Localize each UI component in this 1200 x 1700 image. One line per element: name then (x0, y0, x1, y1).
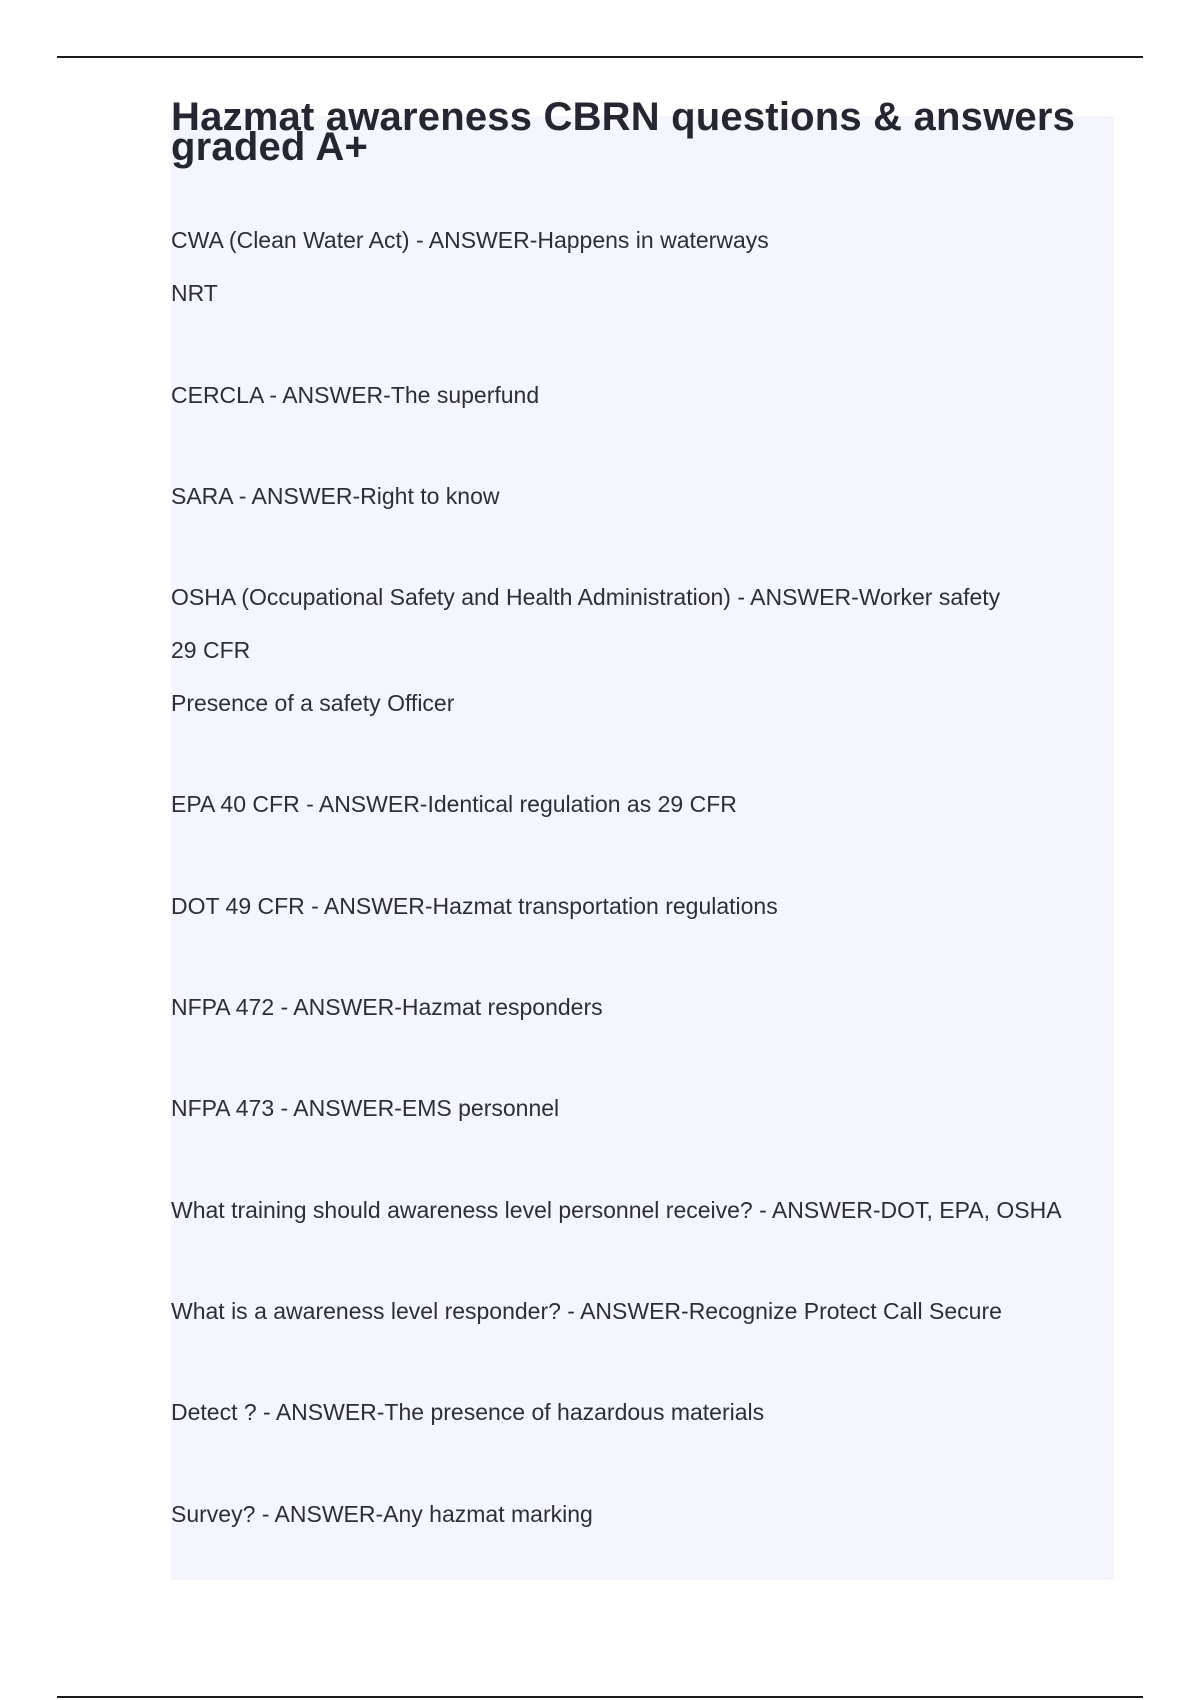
qa-entry-dot (171, 880, 1131, 933)
qa-entry-osha (171, 571, 1131, 730)
qa-entry-survey (171, 1488, 1131, 1541)
qa-line: NRT (171, 280, 218, 306)
qa-entry-awareness-responder (171, 1285, 1131, 1338)
content-highlight-panel (171, 116, 1114, 1580)
qa-line: Presence of a safety Officer (171, 690, 455, 716)
qa-line: OSHA (Occupational Safety and Health Administration) - ANSWER-Worker safety (171, 584, 1001, 610)
qa-entry-cwa (171, 214, 1131, 320)
qa-line: What training should awareness level personnel receive? - ANSWER-DOT, EPA, OSHA (171, 1197, 1062, 1223)
bottom-rule (57, 1696, 1143, 1698)
qa-entry-sara (171, 470, 1131, 523)
top-rule (57, 56, 1143, 58)
qa-line: Detect ? - ANSWER-The presence of hazardous materials (171, 1399, 765, 1425)
qa-line: CERCLA - ANSWER-The superfund (171, 382, 540, 408)
qa-line: 29 CFR (171, 637, 251, 663)
qa-line: What is a awareness level responder? - ANSWER-Recognize Protect Call Secure (171, 1298, 1002, 1324)
qa-line: SARA - ANSWER-Right to know (171, 483, 500, 509)
qa-entry-epa (171, 778, 1131, 831)
qa-line: CWA (Clean Water Act) - ANSWER-Happens in waterways (171, 227, 769, 253)
qa-entry-awareness-training (171, 1184, 1131, 1237)
qa-line: NFPA 473 - ANSWER-EMS personnel (171, 1095, 560, 1121)
qa-entry-nfpa-473 (171, 1082, 1131, 1135)
qa-line: NFPA 472 - ANSWER-Hazmat responders (171, 994, 603, 1020)
qa-entry-cercla (171, 369, 1131, 422)
qa-entry-detect (171, 1386, 1131, 1439)
qa-line: DOT 49 CFR - ANSWER-Hazmat transportation regulations (171, 893, 778, 919)
document-title: Hazmat awareness CBRN questions & answers graded A+ (171, 95, 1076, 169)
qa-entry-nfpa-472 (171, 981, 1131, 1034)
qa-line: EPA 40 CFR - ANSWER-Identical regulation as 29 CFR (171, 791, 737, 817)
qa-line: Survey? - ANSWER-Any hazmat marking (171, 1501, 593, 1527)
